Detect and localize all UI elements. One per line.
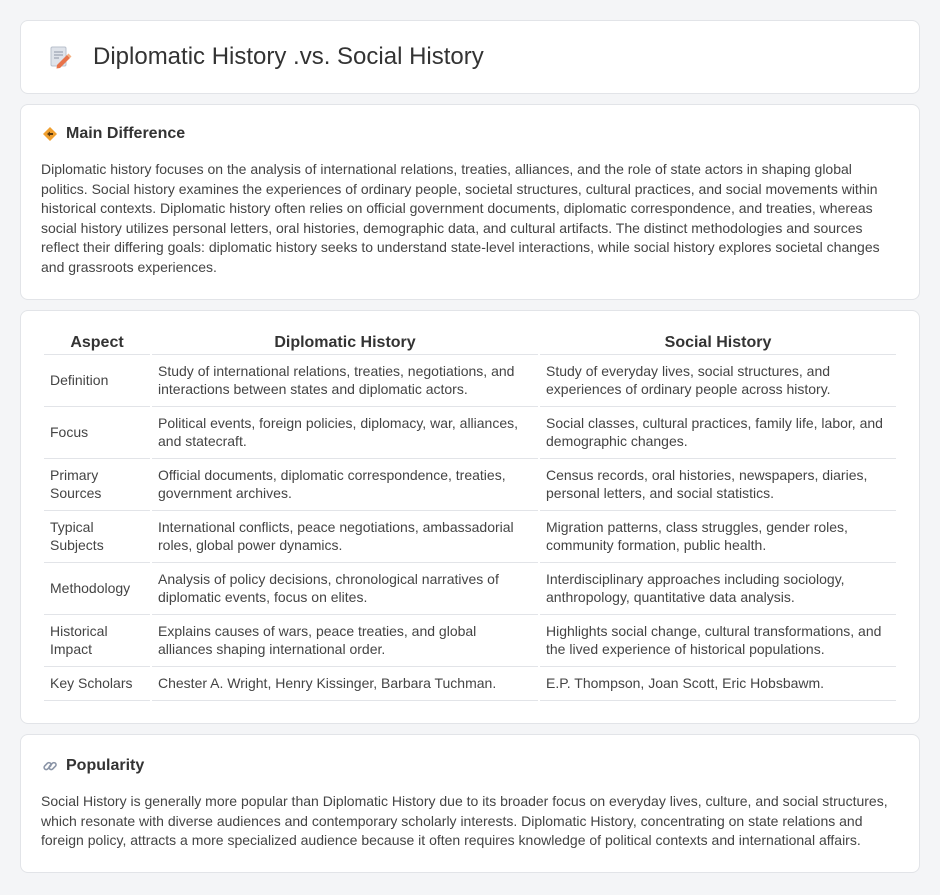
diplomatic-cell: International conflicts, peace negotiations, ambassadorial roles, global power dynamics.	[152, 511, 538, 563]
table-row	[44, 355, 896, 407]
table-row	[44, 407, 896, 459]
social-cell: Study of everyday lives, social structures, and experiences of ordinary people across history.	[540, 355, 896, 407]
main-difference-card	[20, 104, 920, 300]
header-social: Social History	[540, 331, 896, 355]
diamond-sign-icon	[41, 125, 59, 143]
popularity-card	[20, 734, 920, 873]
comparison-table	[42, 331, 898, 701]
main-difference-text: Diplomatic history focuses on the analysis of international relations, treaties, alliances, and the role of state actors in shaping global politics. Social history examines the experiences of ordinary people, societal structures, cultural practices, and social movements within historical contexts. Diplomatic history often relies on official government documents, diplomatic correspondence, and treaties, whereas social history utilizes personal letters, oral histories, demographic data, and cultural artifacts. The distinct methodologies and sources reflect their differing goals: diplomatic history seeks to understand state-level interactions, while social history explores societal changes and grassroots experiences.	[41, 161, 880, 275]
header-card	[20, 20, 920, 94]
table-header-row	[44, 331, 896, 355]
table-row	[44, 459, 896, 511]
social-cell: Census records, oral histories, newspapers, diaries, personal letters, and social statistics.	[540, 459, 896, 511]
aspect-cell: Methodology	[44, 563, 150, 615]
diplomatic-cell: Chester A. Wright, Henry Kissinger, Barbara Tuchman.	[152, 667, 538, 701]
diplomatic-cell: Analysis of policy decisions, chronological narratives of diplomatic events, focus on elites.	[152, 563, 538, 615]
social-cell: Highlights social change, cultural transformations, and the lived experience of historical populations.	[540, 615, 896, 667]
diplomatic-cell: Official documents, diplomatic correspondence, treaties, government archives.	[152, 459, 538, 511]
popularity-title: Popularity	[66, 757, 145, 774]
main-difference-header	[41, 125, 899, 143]
document-pencil-icon	[45, 42, 75, 72]
aspect-cell: Typical Subjects	[44, 511, 150, 563]
header-aspect: Aspect	[44, 331, 150, 355]
table-row	[44, 511, 896, 563]
table-row	[44, 667, 896, 701]
main-difference-title: Main Difference	[66, 125, 186, 142]
aspect-cell: Focus	[44, 407, 150, 459]
social-cell: Migration patterns, class struggles, gender roles, community formation, public health.	[540, 511, 896, 563]
diplomatic-cell: Study of international relations, treaties, negotiations, and interactions between states and diplomatic actors.	[152, 355, 538, 407]
comparison-card	[20, 310, 920, 724]
table-row	[44, 563, 896, 615]
diplomatic-cell: Political events, foreign policies, diplomacy, war, alliances, and statecraft.	[152, 407, 538, 459]
diplomatic-cell: Explains causes of wars, peace treaties, and global alliances shaping international order.	[152, 615, 538, 667]
aspect-cell: Historical Impact	[44, 615, 150, 667]
aspect-cell: Key Scholars	[44, 667, 150, 701]
aspect-cell: Definition	[44, 355, 150, 407]
link-icon	[41, 757, 59, 775]
social-cell: E.P. Thompson, Joan Scott, Eric Hobsbawm.	[540, 667, 896, 701]
aspect-cell: Primary Sources	[44, 459, 150, 511]
header-diplomatic: Diplomatic History	[152, 331, 538, 355]
popularity-text: Social History is generally more popular than Diplomatic History due to its broader focus on everyday lives, culture, and social structures, which resonate with diverse audiences and contemporary scholarly interests. Diplomatic History, concentrating on state relations and foreign policy, attracts a more specialized audience because it often requires knowledge of political contexts and international affairs.	[41, 793, 888, 848]
popularity-header	[41, 757, 899, 775]
page-title: Diplomatic History .vs. Social History	[93, 43, 484, 70]
social-cell: Interdisciplinary approaches including sociology, anthropology, quantitative data analysis.	[540, 563, 896, 615]
social-cell: Social classes, cultural practices, family life, labor, and demographic changes.	[540, 407, 896, 459]
table-row	[44, 615, 896, 667]
